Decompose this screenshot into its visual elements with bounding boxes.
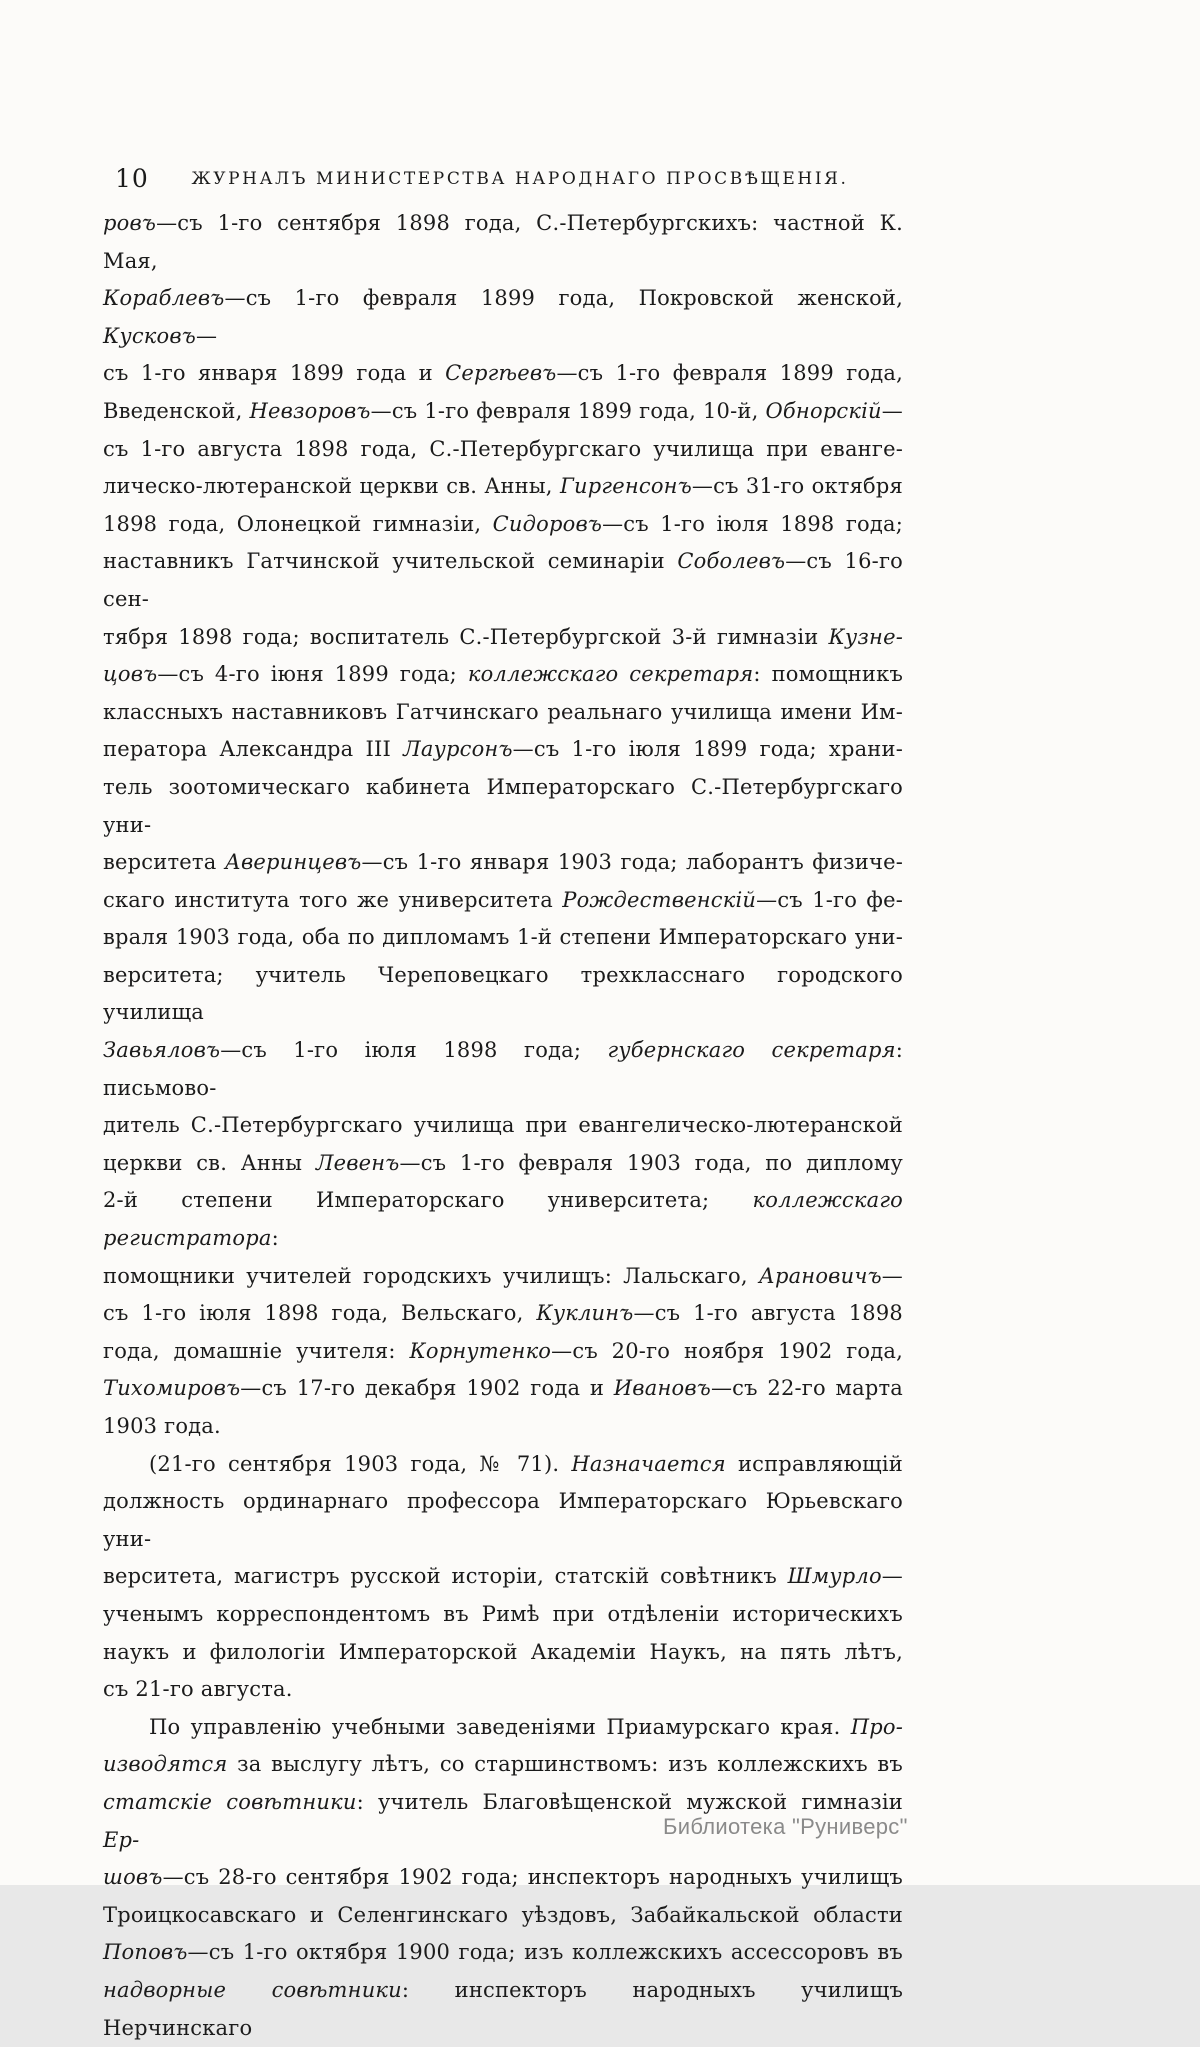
text-line: цовъ—съ 4-го іюня 1899 года; коллежскаго секретаря: помощникъ — [103, 662, 904, 687]
text-line: верситета Аверинцевъ—съ 1-го января 1903 года; лаборантъ физиче- — [103, 850, 903, 875]
text-line: шовъ—съ 28-го сентября 1902 года; инспекторъ народныхъ училищъ — [103, 1865, 903, 1890]
text-line: помощники учителей городскихъ училищъ: Лальскаго, Арановичъ— — [103, 1263, 903, 1288]
text-line: (21-го сентября 1903 года, № 71). Назначается исправляющій — [149, 1451, 903, 1476]
text-line: Кораблевъ—съ 1-го февраля 1899 года, Покровской женской, Кусковъ— — [103, 286, 903, 348]
text-line: 1903 года. — [103, 1414, 221, 1438]
text-line: съ 1-го января 1899 года и Сергѣевъ—съ 1-го февраля 1899 года, — [103, 361, 903, 386]
text-line: верситета; учитель Череповецкаго трехкласснаго городского училища — [103, 962, 903, 1025]
journal-title: ЖУРНАЛЪ МИНИСТЕРСТВА НАРОДНАГО ПРОСВѢЩЕНІЯ. — [191, 169, 849, 189]
text-line: тель зоотомическаго кабинета Императорскаго С.-Петербургскаго уни- — [103, 774, 903, 837]
text-line: съ 1-го іюля 1898 года, Вельскаго, Куклинъ—съ 1-го августа 1898 — [103, 1301, 903, 1326]
text-line: Троицкосавскаго и Селенгинскаго уѣздовъ, Забайкальской области — [103, 1902, 903, 1927]
text-line: ператора Александра III Лаурсонъ—съ 1-го іюля 1899 года; храни- — [103, 737, 903, 762]
text-line: лическо-лютеранской церкви св. Анны, Гиргенсонъ—съ 31-го октября — [103, 474, 903, 499]
text-line: Завьяловъ—съ 1-го іюля 1898 года; губернскаго секретаря: письмово- — [103, 1038, 903, 1100]
page-number: 10 — [115, 164, 149, 193]
text-line: года, домашніе учителя: Корнутенко—съ 20-го ноября 1902 года, — [103, 1338, 904, 1363]
text-line: тября 1898 года; воспитатель С.-Петербургской 3-й гимназіи Кузне- — [103, 624, 903, 649]
text-line: Введенской, Невзоровъ—съ 1-го февраля 1899 года, 10-й, Обнорскій— — [103, 398, 903, 423]
text-line: верситета, магистръ русской исторіи, статскій совѣтникъ Шмурло— — [103, 1564, 903, 1589]
text-line: статскіе совѣтники: учитель Благовѣщенской мужской гимназіи Ер- — [103, 1789, 903, 1852]
page-header — [103, 166, 903, 198]
text-line: надворные совѣтники: инспекторъ народныхъ училищъ Нерчинскаго — [103, 1977, 903, 2040]
text-line: наукъ и филологіи Императорской Академіи Наукъ, на пять лѣтъ, — [103, 1639, 903, 1664]
watermark: Библиотека "Руниверс" — [663, 1814, 908, 1839]
text-line: классныхъ наставниковъ Гатчинскаго реальнаго училища имени Им- — [103, 699, 903, 724]
text-line: ученымъ корреспондентомъ въ Римѣ при отдѣленіи историческихъ — [103, 1601, 903, 1626]
text-line: церкви св. Анны Левенъ—съ 1-го февраля 1903 года, по диплому — [103, 1150, 903, 1175]
text-line: должность ординарнаго профессора Императорскаго Юрьевскаго уни- — [103, 1489, 903, 1551]
text-line: изводятся за выслугу лѣтъ, со старшинствомъ: изъ коллежскихъ въ — [103, 1752, 903, 1777]
text-line: По управленію учебными заведеніями Приамурскаго края. Про- — [149, 1714, 903, 1739]
text-line: наставникъ Гатчинской учительской семинаріи Соболевъ—съ 16-го сен- — [103, 549, 904, 611]
text-line: 1898 года, Олонецкой гимназіи, Сидоровъ—съ 1-го іюля 1898 года; — [103, 511, 903, 536]
text-line: Тихомировъ—съ 17-го декабря 1902 года и Ивановъ—съ 22-го марта — [103, 1376, 903, 1401]
text-line: враля 1903 года, оба по дипломамъ 1-й степени Императорскаго уни- — [103, 925, 903, 950]
text-line: Поповъ—съ 1-го октября 1900 года; изъ коллежскихъ ассессоровъ въ — [103, 1940, 903, 1965]
body-text — [103, 205, 903, 2047]
text-line: дитель С.-Петербургскаго училища при евангелическо-лютеранской — [103, 1113, 903, 1138]
text-line: съ 21-го августа. — [103, 1677, 293, 1702]
text-line: скаго института того же университета Рождественскій—съ 1-го фе- — [103, 887, 903, 912]
text-line: ровъ—съ 1-го сентября 1898 года, С.-Петербургскихъ: частной К. Мая, — [103, 211, 903, 273]
text-line: съ 1-го августа 1898 года, С.-Петербургскаго училища при еванге- — [103, 436, 903, 461]
text-line: 2-й степени Императорскаго университета; коллежскаго регистратора: — [103, 1188, 903, 1251]
